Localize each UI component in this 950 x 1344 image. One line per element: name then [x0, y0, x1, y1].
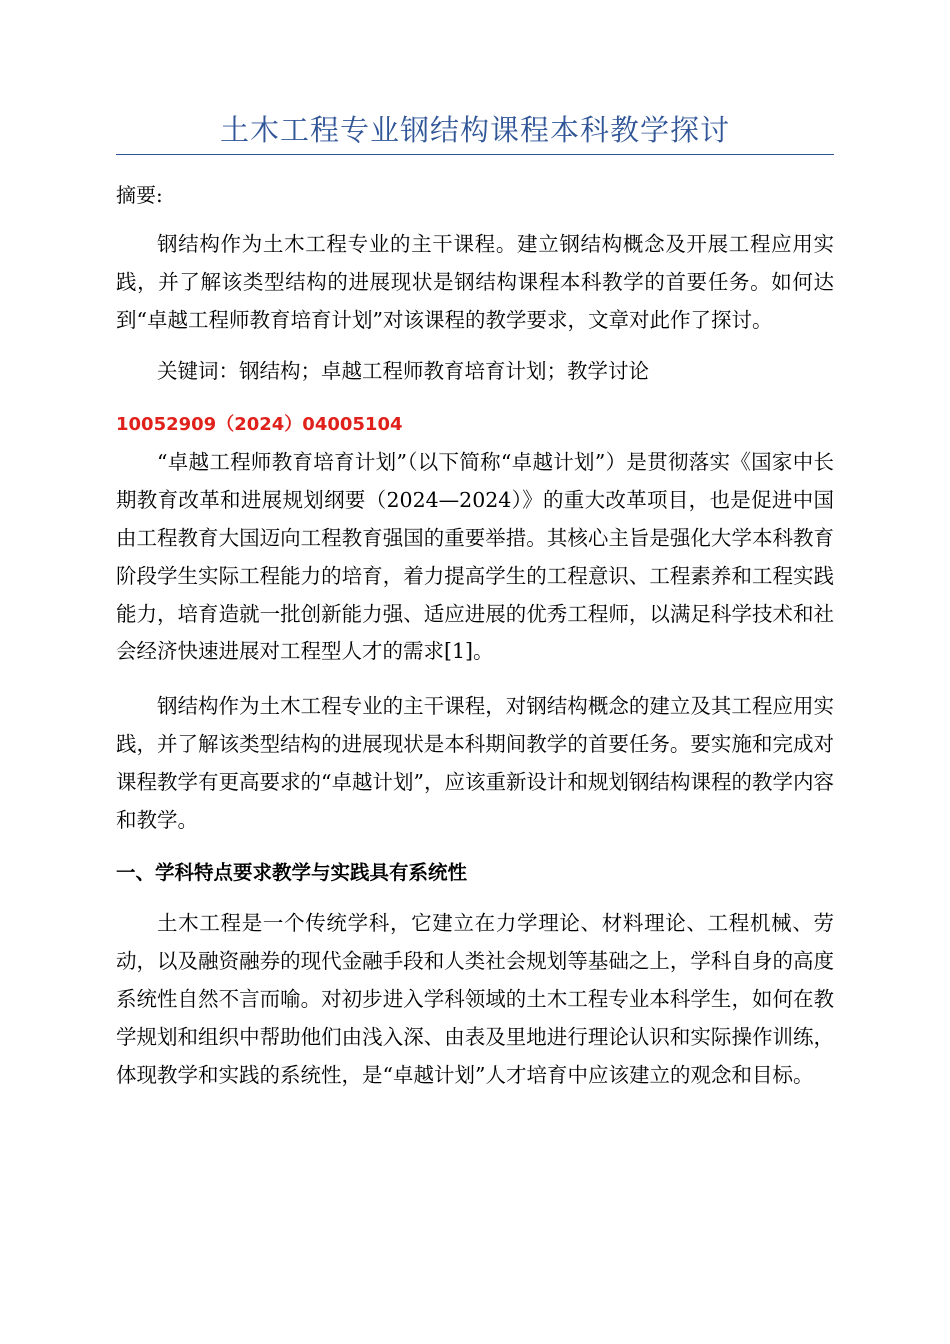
section-heading: 一、学科特点要求教学与实践具有系统性 — [116, 861, 468, 885]
abstract-label: 摘要: — [116, 183, 163, 207]
body-paragraph-3: 土木工程是一个传统学科，它建立在力学理论、材料理论、工程机械、劳动，以及融资融券的现代金融手段和人类社会规划等基础之上，学科自身的高度系统性自然不言而喻。对初步进入学科领域的土木工程专业本科学生，如何在教学规划和组织中帮助他们由浅入深、由表及里地进行理论认识和实际操作训练，体现教学和实践的系统性，是“卓越计划”人才培育中应该建立的观念和目标。 — [116, 911, 834, 1087]
document-code: 10052909（2024）04005104 — [116, 414, 403, 436]
document-title: 土木工程专业钢结构课程本科教学探讨 — [116, 110, 834, 155]
body-paragraph-1: “卓越工程师教育培育计划”（以下简称“卓越计划”）是贯彻落实《国家中长期教育改革和进展规划纲要（2024—2024）》的重大改革项目，也是促进中国由工程教育大国迈向工程教育强国的重要举措。其核心主旨是强化大学本科教育阶段学生实际工程能力的培育，着力提高学生的工程意识、工程素养和工程实践能力，培育造就一批创新能力强、适应进展的优秀工程师，以满足科学技术和社会经济快速进展对工程型人才的需求[1]。 — [116, 450, 834, 664]
abstract-paragraph: 钢结构作为土木工程专业的主干课程。建立钢结构概念及开展工程应用实践，并了解该类型结构的进展现状是钢结构课程本科教学的首要任务。如何达到“卓越工程师教育培育计划”对该课程的教学要求，文章对此作了探讨。 — [116, 232, 834, 332]
document-page — [116, 110, 834, 1094]
body-paragraph-2: 钢结构作为土木工程专业的主干课程，对钢结构概念的建立及其工程应用实践，并了解该类型结构的进展现状是本科期间教学的首要任务。要实施和完成对课程教学有更高要求的“卓越计划”，应该重新设计和规划钢结构课程的教学内容和教学。 — [116, 694, 834, 832]
keywords-line: 关键词：钢结构；卓越工程师教育培育计划；教学讨论 — [157, 359, 649, 384]
